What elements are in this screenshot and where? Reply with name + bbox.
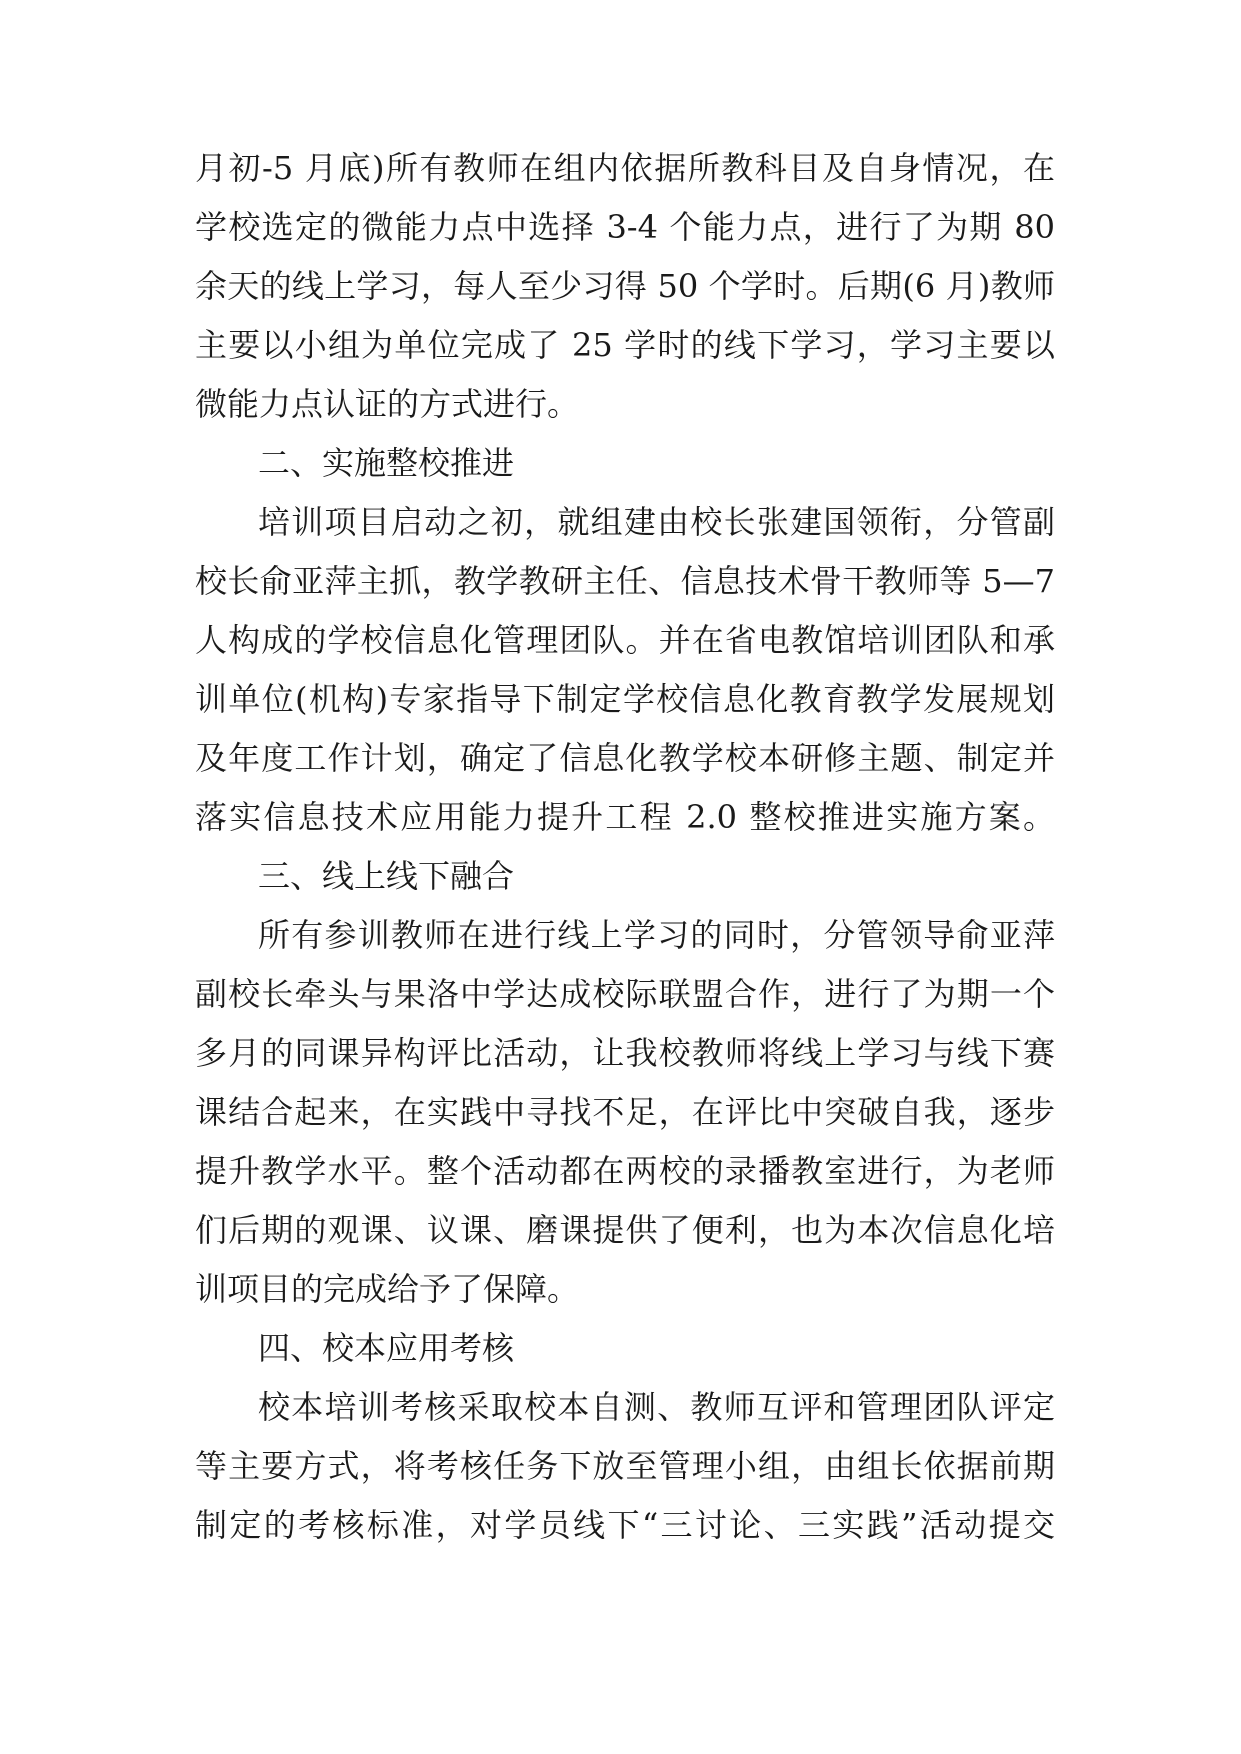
paragraph-line: 月初-5 月底)所有教师在组内依据所教科目及自身情况，在 [195, 149, 1055, 187]
paragraph-line: 训单位(机构)专家指导下制定学校信息化教育教学发展规划 [195, 680, 1055, 718]
paragraph-line: 制定的考核标准，对学员线下“三讨论、三实践”活动提交 [195, 1506, 1055, 1544]
paragraph-line: 余天的线上学习，每人至少习得 50 个学时。后期(6 月)教师 [195, 267, 1055, 305]
paragraph-line: 等主要方式，将考核任务下放至管理小组，由组长依据前期 [195, 1447, 1055, 1485]
paragraph-line: 们后期的观课、议课、磨课提供了便利，也为本次信息化培 [195, 1211, 1055, 1249]
paragraph-line: 学校选定的微能力点中选择 3-4 个能力点，进行了为期 80 [195, 208, 1055, 246]
paragraph-first-line: 校本培训考核采取校本自测、教师互评和管理团队评定 [258, 1388, 1055, 1426]
section-heading: 三、线上线下融合 [258, 857, 515, 895]
paragraph-first-line: 所有参训教师在进行线上学习的同时，分管领导俞亚萍 [258, 916, 1055, 954]
paragraph-line: 校长俞亚萍主抓，教学教研主任、信息技术骨干教师等 5—7 [195, 562, 1055, 600]
paragraph-line: 训项目的完成给予了保障。 [195, 1270, 580, 1308]
paragraph-line: 及年度工作计划，确定了信息化教学校本研修主题、制定并 [195, 739, 1055, 777]
paragraph-line: 人构成的学校信息化管理团队。并在省电教馆培训团队和承 [195, 621, 1055, 659]
section-heading: 四、校本应用考核 [258, 1329, 515, 1367]
paragraph-line: 落实信息技术应用能力提升工程 2.0 整校推进实施方案。 [195, 798, 1055, 836]
section-heading: 二、实施整校推进 [258, 444, 515, 482]
paragraph-line: 多月的同课异构评比活动，让我校教师将线上学习与线下赛 [195, 1034, 1055, 1072]
paragraph-line: 微能力点认证的方式进行。 [195, 385, 580, 423]
paragraph-line: 主要以小组为单位完成了 25 学时的线下学习，学习主要以 [195, 326, 1055, 364]
paragraph-line: 课结合起来，在实践中寻找不足，在评比中突破自我，逐步 [195, 1093, 1055, 1131]
paragraph-line: 提升教学水平。整个活动都在两校的录播教室进行，为老师 [195, 1152, 1055, 1190]
paragraph-first-line: 培训项目启动之初，就组建由校长张建国领衔，分管副 [258, 503, 1055, 541]
paragraph-line: 副校长牵头与果洛中学达成校际联盟合作，进行了为期一个 [195, 975, 1055, 1013]
